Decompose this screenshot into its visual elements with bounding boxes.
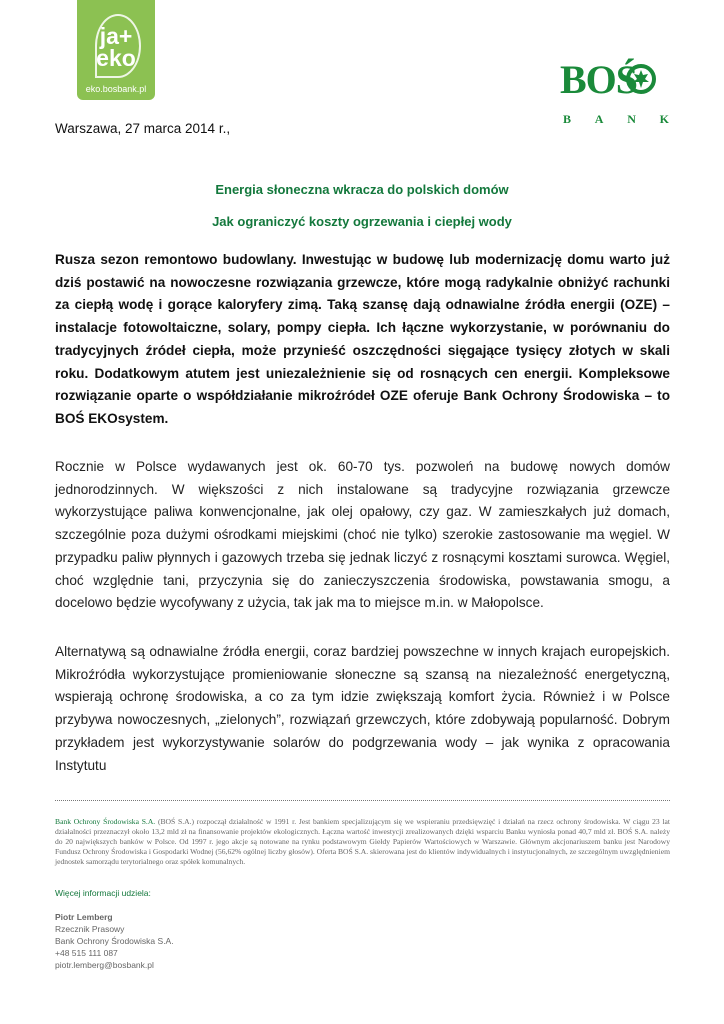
bos-logo-bank <box>563 112 669 127</box>
contact-heading: Więcej informacji udziela: <box>55 888 151 898</box>
footer-divider <box>55 800 670 801</box>
body-paragraph: Rocznie w Polsce wydawanych jest ok. 60-70 tys. pozwoleń na budowę nowych domów jednorodzinnych. W większości z nich instalowane są tradycyjne rozwiązania grzewcze wykorzystujące paliwa konwencjonalne, jak olej opałowy, czy gaz. W zamieszkałych już domach, szczególnie poza dużymi ośrodkami miejskimi (choć nie tylko) szerokie zastosowanie ma węgiel. W przypadku paliw płynnych i gazowych trzeba się jednak liczyć z rosnącymi kosztami surowca. Węgiel, choć względnie tani, przyczynia się do zanieczyszczenia środowiska, powstawania smogu, a docelowo będzie wycofywany z użycia, tak jak ma to miejsce m.in. w Małopolsce. <box>55 459 670 611</box>
document-date: Warszawa, 27 marca 2014 r., <box>55 121 231 136</box>
ja-eko-logo <box>77 0 155 100</box>
contact-name: Piotr Lemberg <box>55 912 113 922</box>
contact-role: Rzecznik Prasowy <box>55 924 125 934</box>
contact-email[interactable]: piotr.lemberg@bosbank.pl <box>55 960 154 970</box>
bank-letter: B <box>563 112 572 126</box>
bank-letter: K <box>659 112 669 126</box>
about-bank-note <box>55 817 670 867</box>
contact-company: Bank Ochrony Środowiska S.A. <box>55 936 174 946</box>
headline: Energia słoneczna wkracza do polskich domów <box>215 182 509 197</box>
subheadline: Jak ograniczyć koszty ogrzewania i ciepłej wody <box>212 214 512 229</box>
bank-letter: A <box>594 112 604 126</box>
bank-letter: N <box>627 112 636 126</box>
eko-logo-url: eko.bosbank.pl <box>85 84 147 94</box>
contact-block <box>55 911 174 971</box>
about-bank-text: (BOŚ S.A.) rozpoczął działalność w 1991 r. Jest bankiem specjalizującym się we wspieraniu przedsięwzięć i działań na rzecz ochrony środowiska. W ciągu 23 lat działalności przeznaczył około 13,2 mld zł na finansowanie projektów ekologicznych. Łączna wartość inwestycji zrealizowanych dzięki wsparciu Banku wyniosła ponad 40,7 mld zł. BOŚ S.A. należy do 20 największych banków w Polsce. Od 1997 r. jego akcje są notowane na rynku podstawowym Giełdy Papierów Wartościowych w Warszawie. Głównym akcjonariuszem banku jest Narodowy Fundusz Ochrony Środowiska i Gospodarki Wodnej (56,62% ogólnej liczby głosów). Oferta BOŚ S.A. skierowana jest do klientów indywidualnych i instytucjonalnych, ze szczególnym uwzględnieniem jednostek samorządu terytorialnego oraz spółek komunalnych. <box>55 817 670 866</box>
about-bank-name: Bank Ochrony Środowiska S.A. <box>55 817 156 826</box>
contact-phone: +48 515 111 087 <box>55 948 118 958</box>
body-paragraph: Alternatywą są odnawialne źródła energii, coraz bardziej powszechne w innych krajach europejskich. Mikroźródła wykorzystujące promieniowanie słoneczne są szansą na niezależność energetyczną, wspierają ochronę środowiska, a co za tym idzie zwiększają komfort życia. Również i w Polsce przybywa nowoczesnych, „zielonych”, rozwiązań grzewczych, które zdobywają popularność. Dobrym przykładem jest wykorzystywanie solarów do podgrzewania wody – jak wynika z opracowania Instytutu <box>55 644 670 773</box>
eko-logo-line2: eko <box>96 45 136 71</box>
bos-bank-logo <box>560 58 670 128</box>
lead-paragraph: Rusza sezon remontowo budowlany. Inwestując w budowę lub modernizację domu warto już dziś postawić na nowoczesne rozwiązania grzewcze, które mogą radykalnie obniżyć rachunki za ciepłą wodę i gorące kaloryfery zimą. Taką szansę dają odnawialne źródła energii (OZE) – instalacje fotowoltaiczne, solary, pompy ciepła. Ich łączne wykorzystanie, w porównaniu do tradycyjnych źródeł ciepła, może przynieść oszczędności sięgające tysięcy złotych w skali roku. Dodatkowym atutem jest uniezależnienie się od rosnących cen energii. Kompleksowe rozwiązanie oparte o współdziałanie mikroźródeł OZE oferuje Bank Ochrony Środowiska – to BOŚ EKOsystem. <box>55 252 670 426</box>
bos-logo-word: BOŚ <box>560 57 638 102</box>
eko-logo-line1: ja+ <box>99 23 133 49</box>
